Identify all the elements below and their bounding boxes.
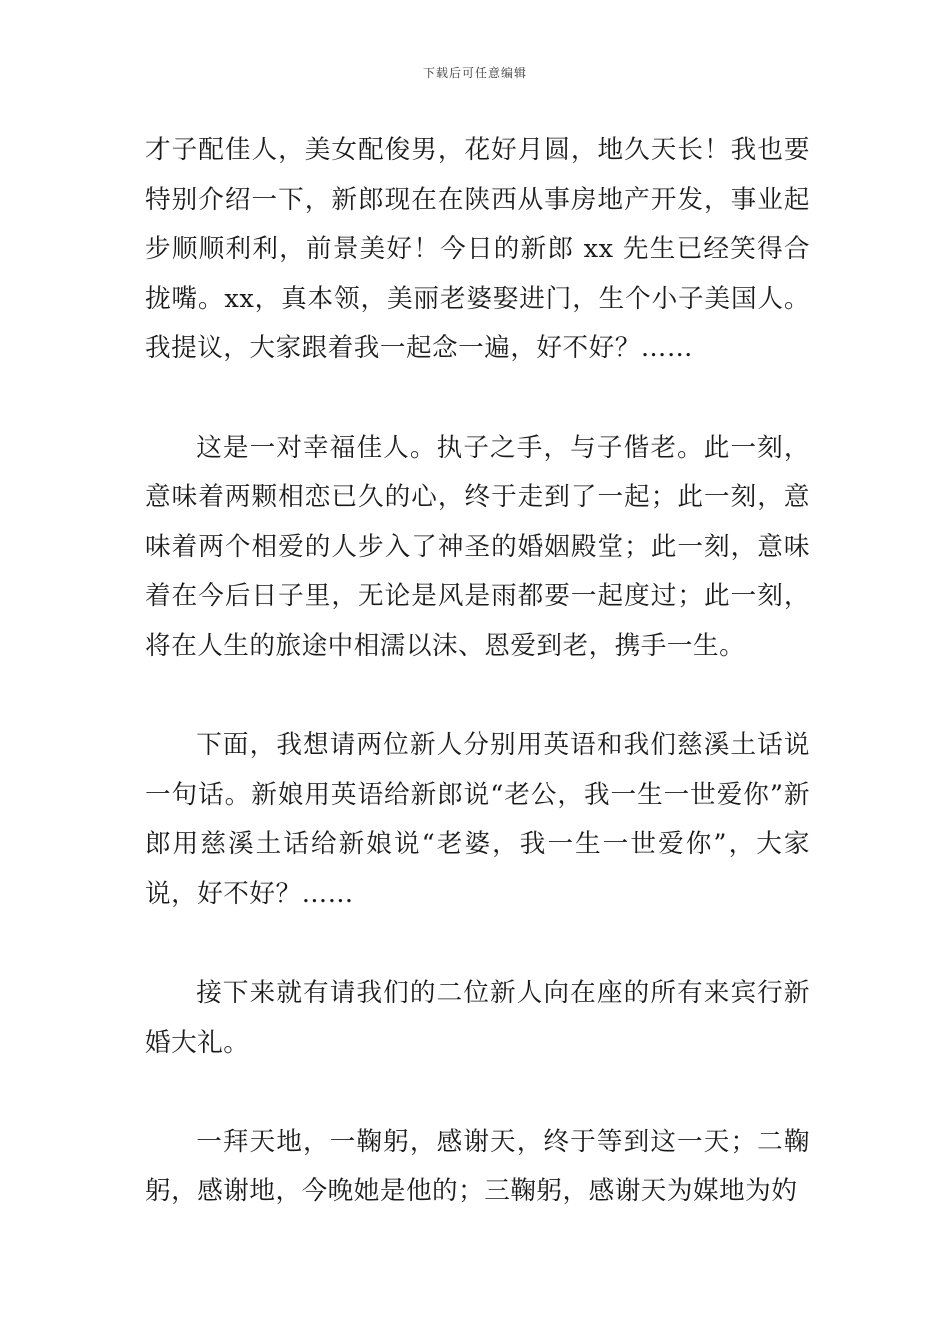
- page-header: 下载后可任意编辑: [422, 66, 527, 80]
- paragraph-3: 下面，我想请两位新人分别用英语和我们慈溪土话说一句话。新娘用英语给新郎说“老公，我一生一世爱你”新郎用慈溪土话给新娘说“老婆，我一生一世爱你”，大家说，好不好？……: [145, 730, 810, 909]
- paragraph-4: 接下来就有请我们的二位新人向在座的所有来宾行新婚大礼。: [145, 978, 810, 1058]
- document-body: [145, 126, 810, 1217]
- paragraph-1: 才子配佳人，美女配俊男，花好月圆，地久天长！我也要特别介绍一下，新郎现在在陕西从事房地产开发，事业起步顺顺利利，前景美好！今日的新郎 xx 先生已经笑得合拢嘴。xx，真本领，美丽老婆娶进门，生个小子美国人。我提议，大家跟着我一起念一遍，好不好？……: [145, 135, 810, 364]
- paragraph-5: 一拜天地，一鞠躬，感谢天，终于等到这一天；二鞠躬，感谢地，今晚她是他的；三鞠躬，感谢天为媒地为妁: [145, 1126, 810, 1207]
- paragraph-2: 这是一对幸福佳人。执子之手，与子偕老。此一刻，意味着两颗相恋已久的心，终于走到了一起；此一刻，意味着两个相爱的人步入了神圣的婚姻殿堂；此一刻，意味着在今后日子里，无论是风是雨都要一起度过；此一刻，将在人生的旅途中相濡以沫、恩爱到老，携手一生。: [145, 432, 810, 661]
